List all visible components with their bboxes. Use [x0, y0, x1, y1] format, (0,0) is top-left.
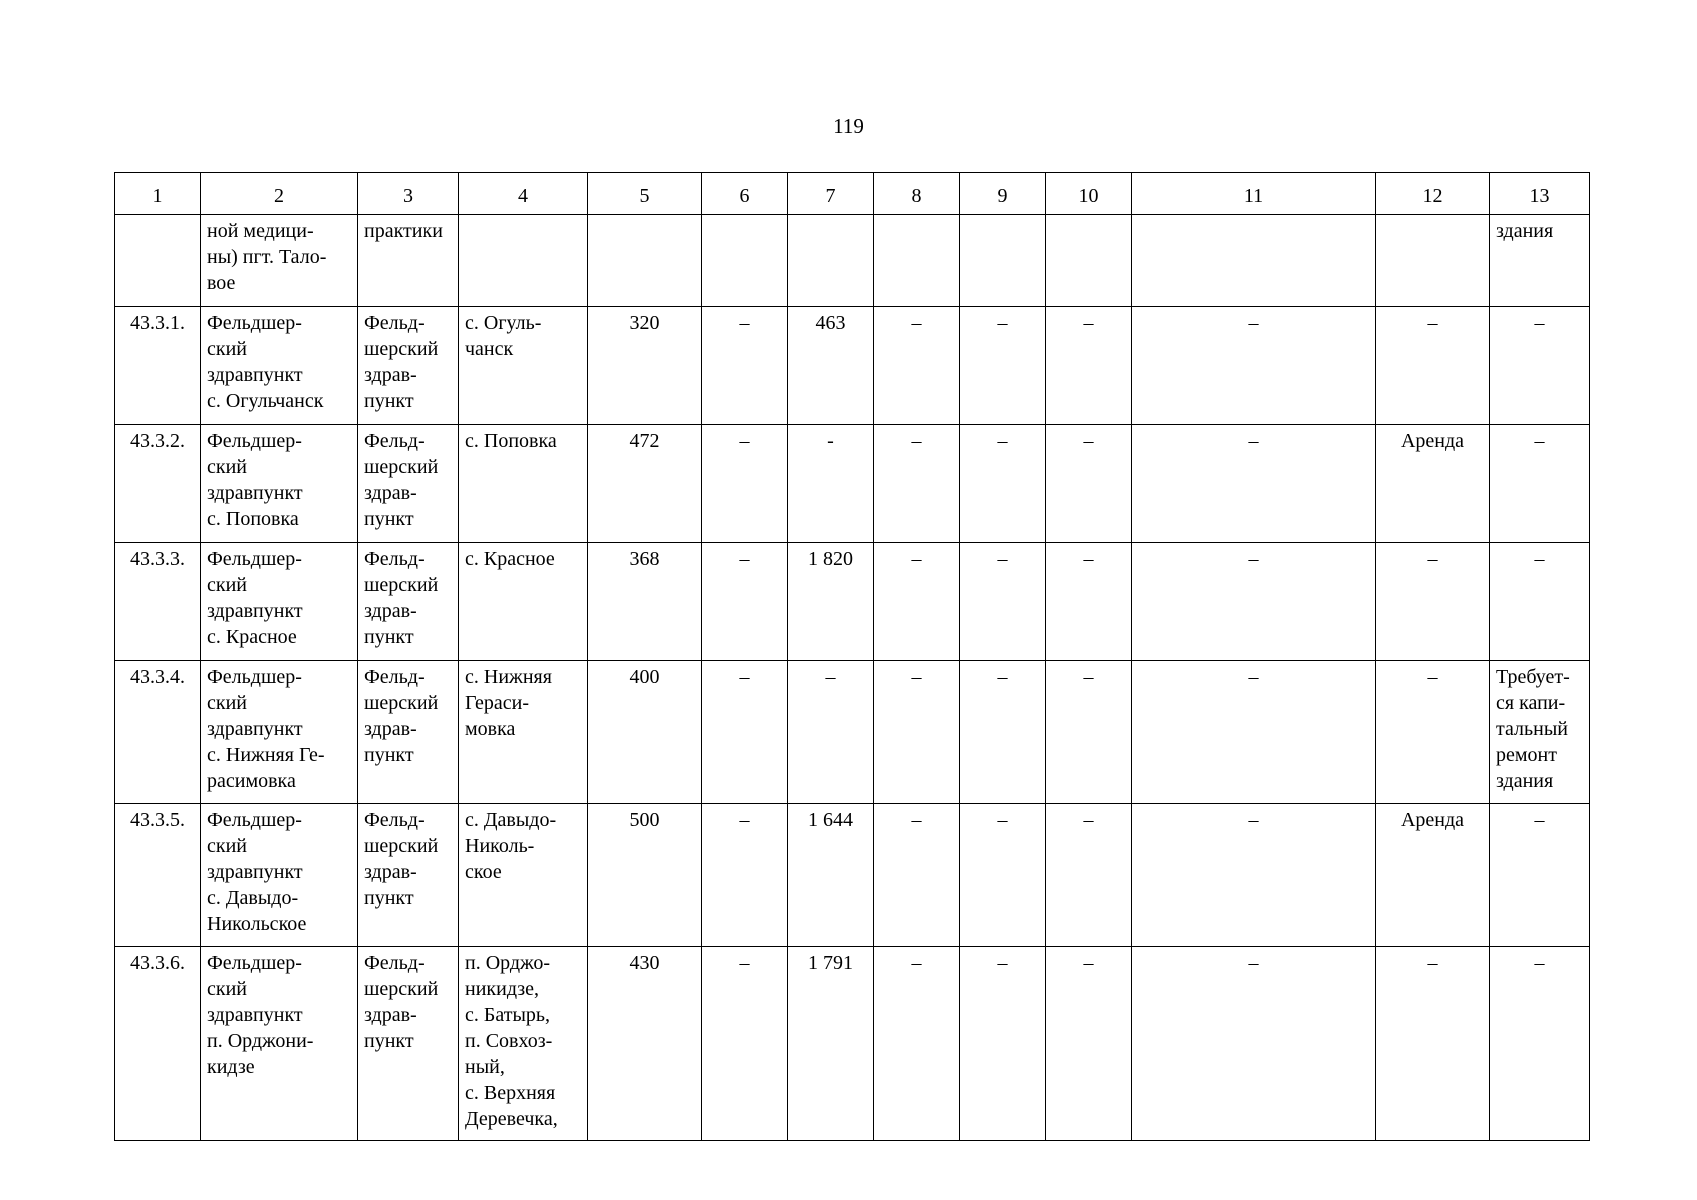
row-number-cell — [115, 215, 201, 307]
col8-cell: – — [874, 543, 960, 661]
column-number: 6 — [702, 173, 788, 215]
col13-cell: – — [1490, 543, 1590, 661]
col7-cell: – — [788, 661, 874, 804]
col9-cell: – — [960, 804, 1046, 947]
col13-cell: – — [1490, 307, 1590, 425]
col13-cell: – — [1490, 425, 1590, 543]
row-number-cell: 43.3.2. — [115, 425, 201, 543]
facility-name-cell: Фельдшер- ский здравпункт с. Давыдо- Никольское — [201, 804, 358, 947]
col11-cell: – — [1132, 804, 1376, 947]
column-number: 5 — [588, 173, 702, 215]
settlements-cell: с. Нижняя Гераси- мовка — [459, 661, 588, 804]
column-number: 9 — [960, 173, 1046, 215]
settlements-cell: с. Красное — [459, 543, 588, 661]
col6-cell: – — [702, 543, 788, 661]
facility-type-cell: Фельд- шерский здрав- пункт — [358, 425, 459, 543]
col10-cell: – — [1046, 543, 1132, 661]
facility-type-cell: Фельд- шерский здрав- пункт — [358, 947, 459, 1141]
column-number: 13 — [1490, 173, 1590, 215]
column-number: 1 — [115, 173, 201, 215]
col10-cell: – — [1046, 947, 1132, 1141]
col5-cell: 368 — [588, 543, 702, 661]
col12-cell: – — [1376, 947, 1490, 1141]
table-row — [115, 543, 1590, 661]
table-row — [115, 215, 1590, 307]
col12-cell: Аренда — [1376, 804, 1490, 947]
facility-type-cell: Фельд- шерский здрав- пункт — [358, 661, 459, 804]
data-table — [114, 172, 1590, 1141]
col6-cell: – — [702, 947, 788, 1141]
col12-cell: Аренда — [1376, 425, 1490, 543]
column-number: 4 — [459, 173, 588, 215]
col6-cell: – — [702, 804, 788, 947]
col9-cell: – — [960, 661, 1046, 804]
col7-cell — [788, 215, 874, 307]
facility-name-cell: ной медици- ны) пгт. Тало- вое — [201, 215, 358, 307]
facility-type-cell: практики — [358, 215, 459, 307]
col10-cell: – — [1046, 307, 1132, 425]
col8-cell: – — [874, 307, 960, 425]
column-number-row — [115, 173, 1590, 215]
settlements-cell: с. Поповка — [459, 425, 588, 543]
table-row — [115, 425, 1590, 543]
col10-cell — [1046, 215, 1132, 307]
col7-cell: - — [788, 425, 874, 543]
col6-cell: – — [702, 307, 788, 425]
column-number: 8 — [874, 173, 960, 215]
facility-name-cell: Фельдшер- ский здравпункт п. Орджони- кидзе — [201, 947, 358, 1141]
col5-cell: 320 — [588, 307, 702, 425]
col8-cell: – — [874, 425, 960, 543]
col6-cell: – — [702, 425, 788, 543]
col7-cell: 1 791 — [788, 947, 874, 1141]
col13-cell: здания — [1490, 215, 1590, 307]
col7-cell: 1 820 — [788, 543, 874, 661]
settlements-cell — [459, 215, 588, 307]
col11-cell: – — [1132, 425, 1376, 543]
col5-cell: 400 — [588, 661, 702, 804]
table-row — [115, 947, 1590, 1141]
col10-cell: – — [1046, 661, 1132, 804]
col9-cell — [960, 215, 1046, 307]
settlements-cell: п. Орджо- никидзе, с. Батырь, п. Совхоз- ный, с. Верхняя Деревечка, — [459, 947, 588, 1141]
col12-cell: – — [1376, 307, 1490, 425]
col5-cell: 430 — [588, 947, 702, 1141]
col7-cell: 1 644 — [788, 804, 874, 947]
facility-type-cell: Фельд- шерский здрав- пункт — [358, 543, 459, 661]
col8-cell: – — [874, 661, 960, 804]
col10-cell: – — [1046, 804, 1132, 947]
col12-cell: – — [1376, 543, 1490, 661]
column-number: 3 — [358, 173, 459, 215]
col10-cell: – — [1046, 425, 1132, 543]
col13-cell: – — [1490, 804, 1590, 947]
col13-cell: – — [1490, 947, 1590, 1141]
facility-type-cell: Фельд- шерский здрав- пункт — [358, 804, 459, 947]
col11-cell: – — [1132, 543, 1376, 661]
col9-cell: – — [960, 307, 1046, 425]
col12-cell: – — [1376, 661, 1490, 804]
column-number: 11 — [1132, 173, 1376, 215]
col5-cell: 500 — [588, 804, 702, 947]
col8-cell: – — [874, 804, 960, 947]
col6-cell: – — [702, 661, 788, 804]
facility-name-cell: Фельдшер- ский здравпункт с. Огульчанск — [201, 307, 358, 425]
col7-cell: 463 — [788, 307, 874, 425]
col8-cell: – — [874, 947, 960, 1141]
column-number: 12 — [1376, 173, 1490, 215]
page-number: 119 — [833, 114, 864, 138]
col9-cell: – — [960, 425, 1046, 543]
col5-cell: 472 — [588, 425, 702, 543]
col11-cell — [1132, 215, 1376, 307]
col9-cell: – — [960, 543, 1046, 661]
column-number: 7 — [788, 173, 874, 215]
col11-cell: – — [1132, 307, 1376, 425]
row-number-cell: 43.3.5. — [115, 804, 201, 947]
col13-cell: Требует- ся капи- тальный ремонт здания — [1490, 661, 1590, 804]
row-number-cell: 43.3.6. — [115, 947, 201, 1141]
col6-cell — [702, 215, 788, 307]
table-row — [115, 804, 1590, 947]
facility-name-cell: Фельдшер- ский здравпункт с. Поповка — [201, 425, 358, 543]
col8-cell — [874, 215, 960, 307]
facility-type-cell: Фельд- шерский здрав- пункт — [358, 307, 459, 425]
column-number: 2 — [201, 173, 358, 215]
column-number: 10 — [1046, 173, 1132, 215]
settlements-cell: с. Огуль- чанск — [459, 307, 588, 425]
col9-cell: – — [960, 947, 1046, 1141]
row-number-cell: 43.3.1. — [115, 307, 201, 425]
row-number-cell: 43.3.3. — [115, 543, 201, 661]
col11-cell: – — [1132, 947, 1376, 1141]
table-row — [115, 661, 1590, 804]
settlements-cell: с. Давыдо- Николь- ское — [459, 804, 588, 947]
col11-cell: – — [1132, 661, 1376, 804]
facility-name-cell: Фельдшер- ский здравпункт с. Нижняя Ге- расимовка — [201, 661, 358, 804]
col5-cell — [588, 215, 702, 307]
table-row — [115, 307, 1590, 425]
facility-name-cell: Фельдшер- ский здравпункт с. Красное — [201, 543, 358, 661]
col12-cell — [1376, 215, 1490, 307]
row-number-cell: 43.3.4. — [115, 661, 201, 804]
